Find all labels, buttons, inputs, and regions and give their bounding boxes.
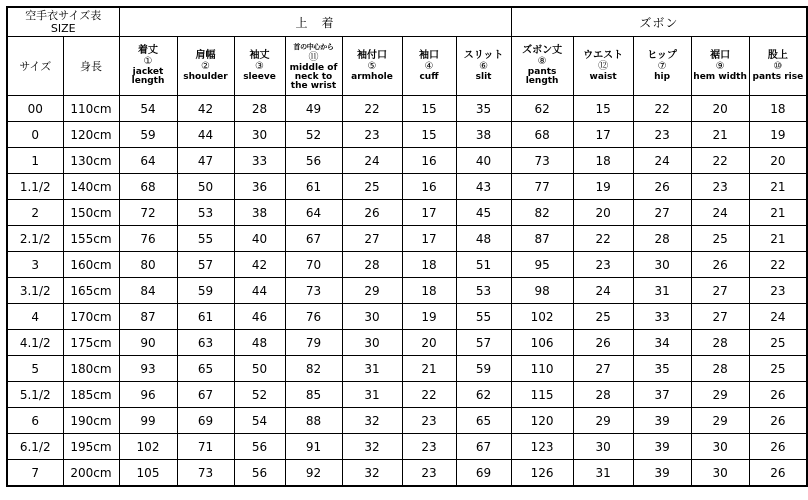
value-cell: 120 xyxy=(511,408,573,434)
column-header-jp: ウエスト xyxy=(583,49,624,61)
value-cell: 38 xyxy=(456,122,511,148)
value-cell: 20 xyxy=(749,148,807,174)
value-cell: 23 xyxy=(749,278,807,304)
column-header-en: slit xyxy=(475,71,492,82)
value-cell: 56 xyxy=(285,148,342,174)
column-header-num: ② xyxy=(201,60,210,72)
value-cell: 25 xyxy=(749,330,807,356)
value-cell: 18 xyxy=(402,278,456,304)
value-cell: 18 xyxy=(402,252,456,278)
value-cell: 21 xyxy=(749,226,807,252)
column-header-jp: スリット xyxy=(463,49,504,61)
value-cell: 26 xyxy=(749,408,807,434)
size-cell: 5.1/2 xyxy=(7,382,63,408)
value-cell: 69 xyxy=(177,408,234,434)
value-cell: 36 xyxy=(234,174,285,200)
value-cell: 72 xyxy=(119,200,177,226)
value-cell: 123 xyxy=(511,434,573,460)
value-cell: 24 xyxy=(691,200,749,226)
value-cell: 65 xyxy=(456,408,511,434)
column-header-en: cuff xyxy=(419,71,439,82)
value-cell: 26 xyxy=(342,200,402,226)
value-cell: 102 xyxy=(119,434,177,460)
value-cell: 26 xyxy=(749,382,807,408)
table-row xyxy=(7,434,807,460)
group-pants: ズボン xyxy=(511,7,807,37)
column-header-jp: 股上 xyxy=(767,49,788,61)
column-header-num: ⑤ xyxy=(367,60,377,72)
value-cell: 18 xyxy=(749,96,807,122)
height-cell: 195cm xyxy=(63,434,119,460)
value-cell: 22 xyxy=(342,96,402,122)
column-header-en: hip xyxy=(654,71,671,82)
value-cell: 27 xyxy=(573,356,633,382)
value-cell: 28 xyxy=(691,330,749,356)
value-cell: 27 xyxy=(691,278,749,304)
height-cell: 165cm xyxy=(63,278,119,304)
table-title xyxy=(7,7,119,37)
column-header-num: ⑫ xyxy=(598,60,609,72)
height-cell: 155cm xyxy=(63,226,119,252)
column-header-num: ⑧ xyxy=(537,56,547,67)
table-row xyxy=(7,408,807,434)
value-cell: 88 xyxy=(285,408,342,434)
value-cell: 19 xyxy=(749,122,807,148)
value-cell: 65 xyxy=(177,356,234,382)
value-cell: 35 xyxy=(456,96,511,122)
value-cell: 54 xyxy=(119,96,177,122)
column-header-jp: ズボン丈 xyxy=(522,45,563,56)
height-cell: 185cm xyxy=(63,382,119,408)
value-cell: 59 xyxy=(177,278,234,304)
height-cell: 110cm xyxy=(63,96,119,122)
value-cell: 15 xyxy=(402,122,456,148)
table-title-en: SIZE xyxy=(50,22,76,35)
value-cell: 24 xyxy=(633,148,691,174)
value-cell: 19 xyxy=(402,304,456,330)
value-cell: 26 xyxy=(691,252,749,278)
value-cell: 28 xyxy=(573,382,633,408)
column-header-jp: 袖付口 xyxy=(357,49,387,61)
value-cell: 105 xyxy=(119,460,177,487)
height-cell: 120cm xyxy=(63,122,119,148)
value-cell: 53 xyxy=(456,278,511,304)
value-cell: 68 xyxy=(511,122,573,148)
value-cell: 29 xyxy=(691,408,749,434)
value-cell: 22 xyxy=(749,252,807,278)
value-cell: 30 xyxy=(633,252,691,278)
value-cell: 24 xyxy=(573,278,633,304)
column-header xyxy=(119,37,177,96)
value-cell: 31 xyxy=(342,356,402,382)
value-cell: 64 xyxy=(119,148,177,174)
value-cell: 24 xyxy=(749,304,807,330)
column-header xyxy=(342,37,402,96)
value-cell: 20 xyxy=(691,96,749,122)
value-cell: 52 xyxy=(285,122,342,148)
value-cell: 28 xyxy=(633,226,691,252)
value-cell: 80 xyxy=(119,252,177,278)
column-header-num: ① xyxy=(143,56,153,67)
value-cell: 51 xyxy=(456,252,511,278)
value-cell: 28 xyxy=(691,356,749,382)
value-cell: 55 xyxy=(456,304,511,330)
value-cell: 67 xyxy=(285,226,342,252)
value-cell: 44 xyxy=(177,122,234,148)
value-cell: 57 xyxy=(456,330,511,356)
value-cell: 30 xyxy=(342,304,402,330)
value-cell: 21 xyxy=(691,122,749,148)
value-cell: 39 xyxy=(633,408,691,434)
value-cell: 23 xyxy=(402,408,456,434)
table-row xyxy=(7,200,807,226)
value-cell: 46 xyxy=(234,304,285,330)
column-header-num: ⑥ xyxy=(479,60,489,72)
value-cell: 23 xyxy=(342,122,402,148)
value-cell: 59 xyxy=(456,356,511,382)
column-header-en: sleeve xyxy=(243,71,276,82)
value-cell: 31 xyxy=(573,460,633,487)
value-cell: 39 xyxy=(633,434,691,460)
column-header xyxy=(234,37,285,96)
column-header-en: hem width xyxy=(693,71,747,82)
value-cell: 64 xyxy=(285,200,342,226)
value-cell: 27 xyxy=(691,304,749,330)
size-cell: 6.1/2 xyxy=(7,434,63,460)
value-cell: 79 xyxy=(285,330,342,356)
value-cell: 26 xyxy=(749,434,807,460)
value-cell: 33 xyxy=(234,148,285,174)
value-cell: 28 xyxy=(234,96,285,122)
column-header xyxy=(511,37,573,96)
value-cell: 87 xyxy=(119,304,177,330)
value-cell: 38 xyxy=(234,200,285,226)
value-cell: 21 xyxy=(749,174,807,200)
value-cell: 98 xyxy=(511,278,573,304)
height-cell: 190cm xyxy=(63,408,119,434)
value-cell: 69 xyxy=(456,460,511,487)
value-cell: 71 xyxy=(177,434,234,460)
value-cell: 30 xyxy=(691,434,749,460)
value-cell: 25 xyxy=(342,174,402,200)
value-cell: 67 xyxy=(177,382,234,408)
size-cell: 3 xyxy=(7,252,63,278)
value-cell: 31 xyxy=(342,382,402,408)
value-cell: 16 xyxy=(402,174,456,200)
column-header xyxy=(633,37,691,96)
size-cell: 5 xyxy=(7,356,63,382)
value-cell: 62 xyxy=(511,96,573,122)
table-row xyxy=(7,122,807,148)
value-cell: 110 xyxy=(511,356,573,382)
value-cell: 15 xyxy=(402,96,456,122)
table-row xyxy=(7,252,807,278)
size-cell: 0 xyxy=(7,122,63,148)
value-cell: 52 xyxy=(234,382,285,408)
value-cell: 23 xyxy=(402,434,456,460)
value-cell: 22 xyxy=(633,96,691,122)
value-cell: 17 xyxy=(573,122,633,148)
value-cell: 56 xyxy=(234,460,285,487)
table-title-jp: 空手衣サイズ表 xyxy=(25,9,102,22)
column-header xyxy=(285,37,342,96)
value-cell: 27 xyxy=(633,200,691,226)
value-cell: 22 xyxy=(402,382,456,408)
column-header-jp: 着丈 xyxy=(138,45,158,56)
table-row xyxy=(7,278,807,304)
value-cell: 42 xyxy=(234,252,285,278)
value-cell: 21 xyxy=(402,356,456,382)
value-cell: 20 xyxy=(402,330,456,356)
value-cell: 26 xyxy=(749,460,807,487)
column-header-en: armhole xyxy=(351,71,393,82)
value-cell: 17 xyxy=(402,200,456,226)
value-cell: 32 xyxy=(342,460,402,487)
value-cell: 126 xyxy=(511,460,573,487)
column-header xyxy=(749,37,807,96)
column-header-en: middle of neck to the wrist xyxy=(289,62,338,91)
height-cell: 140cm xyxy=(63,174,119,200)
value-cell: 96 xyxy=(119,382,177,408)
table-row xyxy=(7,330,807,356)
value-cell: 26 xyxy=(633,174,691,200)
column-header-jp: 裾口 xyxy=(710,49,731,61)
value-cell: 115 xyxy=(511,382,573,408)
height-cell: 130cm xyxy=(63,148,119,174)
size-cell: 7 xyxy=(7,460,63,487)
value-cell: 93 xyxy=(119,356,177,382)
value-cell: 61 xyxy=(177,304,234,330)
column-header xyxy=(573,37,633,96)
value-cell: 23 xyxy=(573,252,633,278)
value-cell: 55 xyxy=(177,226,234,252)
value-cell: 84 xyxy=(119,278,177,304)
value-cell: 37 xyxy=(633,382,691,408)
column-header-jp: ヒップ xyxy=(647,49,677,61)
header-size: サイズ xyxy=(7,37,63,96)
value-cell: 45 xyxy=(456,200,511,226)
value-cell: 42 xyxy=(177,96,234,122)
value-cell: 23 xyxy=(402,460,456,487)
value-cell: 40 xyxy=(456,148,511,174)
value-cell: 73 xyxy=(511,148,573,174)
value-cell: 22 xyxy=(573,226,633,252)
value-cell: 29 xyxy=(691,382,749,408)
table-row xyxy=(7,356,807,382)
value-cell: 61 xyxy=(285,174,342,200)
column-header-en: waist xyxy=(589,71,617,82)
table-row xyxy=(7,304,807,330)
value-cell: 15 xyxy=(573,96,633,122)
column-header xyxy=(691,37,749,96)
value-cell: 106 xyxy=(511,330,573,356)
value-cell: 53 xyxy=(177,200,234,226)
column-header-num: ⑩ xyxy=(773,60,783,72)
value-cell: 70 xyxy=(285,252,342,278)
value-cell: 23 xyxy=(633,122,691,148)
height-cell: 180cm xyxy=(63,356,119,382)
column-header-num: ⑦ xyxy=(657,60,667,72)
header-height: 身長 xyxy=(63,37,119,96)
column-header-num: ⑨ xyxy=(715,60,725,72)
value-cell: 22 xyxy=(691,148,749,174)
height-cell: 160cm xyxy=(63,252,119,278)
height-cell: 150cm xyxy=(63,200,119,226)
value-cell: 67 xyxy=(456,434,511,460)
value-cell: 57 xyxy=(177,252,234,278)
value-cell: 76 xyxy=(119,226,177,252)
value-cell: 31 xyxy=(633,278,691,304)
column-header xyxy=(177,37,234,96)
value-cell: 30 xyxy=(573,434,633,460)
value-cell: 91 xyxy=(285,434,342,460)
value-cell: 48 xyxy=(234,330,285,356)
value-cell: 25 xyxy=(691,226,749,252)
value-cell: 44 xyxy=(234,278,285,304)
table-row xyxy=(7,382,807,408)
value-cell: 82 xyxy=(285,356,342,382)
table-row xyxy=(7,96,807,122)
value-cell: 62 xyxy=(456,382,511,408)
height-cell: 170cm xyxy=(63,304,119,330)
size-cell: 3.1/2 xyxy=(7,278,63,304)
value-cell: 29 xyxy=(342,278,402,304)
value-cell: 82 xyxy=(511,200,573,226)
value-cell: 16 xyxy=(402,148,456,174)
column-header-jp: 袖口 xyxy=(419,49,439,61)
table-row xyxy=(7,148,807,174)
value-cell: 76 xyxy=(285,304,342,330)
value-cell: 24 xyxy=(342,148,402,174)
value-cell: 23 xyxy=(691,174,749,200)
height-cell: 200cm xyxy=(63,460,119,487)
column-header-jp: 袖丈 xyxy=(249,49,270,61)
size-cell: 2 xyxy=(7,200,63,226)
value-cell: 21 xyxy=(749,200,807,226)
column-header-en: jacket length xyxy=(131,67,165,86)
value-cell: 50 xyxy=(234,356,285,382)
size-cell: 1 xyxy=(7,148,63,174)
value-cell: 63 xyxy=(177,330,234,356)
value-cell: 34 xyxy=(633,330,691,356)
column-header xyxy=(456,37,511,96)
value-cell: 47 xyxy=(177,148,234,174)
value-cell: 87 xyxy=(511,226,573,252)
value-cell: 73 xyxy=(177,460,234,487)
value-cell: 39 xyxy=(633,460,691,487)
value-cell: 92 xyxy=(285,460,342,487)
column-header-num: ③ xyxy=(255,60,264,72)
value-cell: 30 xyxy=(691,460,749,487)
value-cell: 49 xyxy=(285,96,342,122)
value-cell: 35 xyxy=(633,356,691,382)
value-cell: 19 xyxy=(573,174,633,200)
size-table xyxy=(6,6,808,487)
table-row xyxy=(7,460,807,487)
value-cell: 20 xyxy=(573,200,633,226)
value-cell: 68 xyxy=(119,174,177,200)
size-cell: 6 xyxy=(7,408,63,434)
table-row xyxy=(7,226,807,252)
value-cell: 90 xyxy=(119,330,177,356)
value-cell: 59 xyxy=(119,122,177,148)
value-cell: 17 xyxy=(402,226,456,252)
size-cell: 1.1/2 xyxy=(7,174,63,200)
size-cell: 4 xyxy=(7,304,63,330)
value-cell: 102 xyxy=(511,304,573,330)
size-cell: 2.1/2 xyxy=(7,226,63,252)
value-cell: 99 xyxy=(119,408,177,434)
value-cell: 26 xyxy=(573,330,633,356)
value-cell: 85 xyxy=(285,382,342,408)
value-cell: 77 xyxy=(511,174,573,200)
value-cell: 32 xyxy=(342,408,402,434)
value-cell: 73 xyxy=(285,278,342,304)
value-cell: 25 xyxy=(749,356,807,382)
value-cell: 27 xyxy=(342,226,402,252)
value-cell: 25 xyxy=(573,304,633,330)
value-cell: 28 xyxy=(342,252,402,278)
table-row xyxy=(7,174,807,200)
column-header-jp: 首の中心から xyxy=(293,42,334,51)
column-header xyxy=(402,37,456,96)
column-header-num: ④ xyxy=(424,60,434,72)
value-cell: 29 xyxy=(573,408,633,434)
column-header-en: shoulder xyxy=(183,71,228,82)
column-header-num: ⑪ xyxy=(308,51,319,63)
column-header-en: pants rise xyxy=(752,71,804,82)
value-cell: 48 xyxy=(456,226,511,252)
size-cell: 4.1/2 xyxy=(7,330,63,356)
value-cell: 30 xyxy=(342,330,402,356)
value-cell: 54 xyxy=(234,408,285,434)
value-cell: 95 xyxy=(511,252,573,278)
value-cell: 18 xyxy=(573,148,633,174)
value-cell: 50 xyxy=(177,174,234,200)
size-cell: 00 xyxy=(7,96,63,122)
group-jacket: 上 着 xyxy=(119,7,511,37)
value-cell: 56 xyxy=(234,434,285,460)
value-cell: 43 xyxy=(456,174,511,200)
column-header-en: pants length xyxy=(525,67,559,86)
value-cell: 33 xyxy=(633,304,691,330)
value-cell: 32 xyxy=(342,434,402,460)
value-cell: 40 xyxy=(234,226,285,252)
column-header-jp: 肩幅 xyxy=(195,49,216,61)
height-cell: 175cm xyxy=(63,330,119,356)
value-cell: 30 xyxy=(234,122,285,148)
